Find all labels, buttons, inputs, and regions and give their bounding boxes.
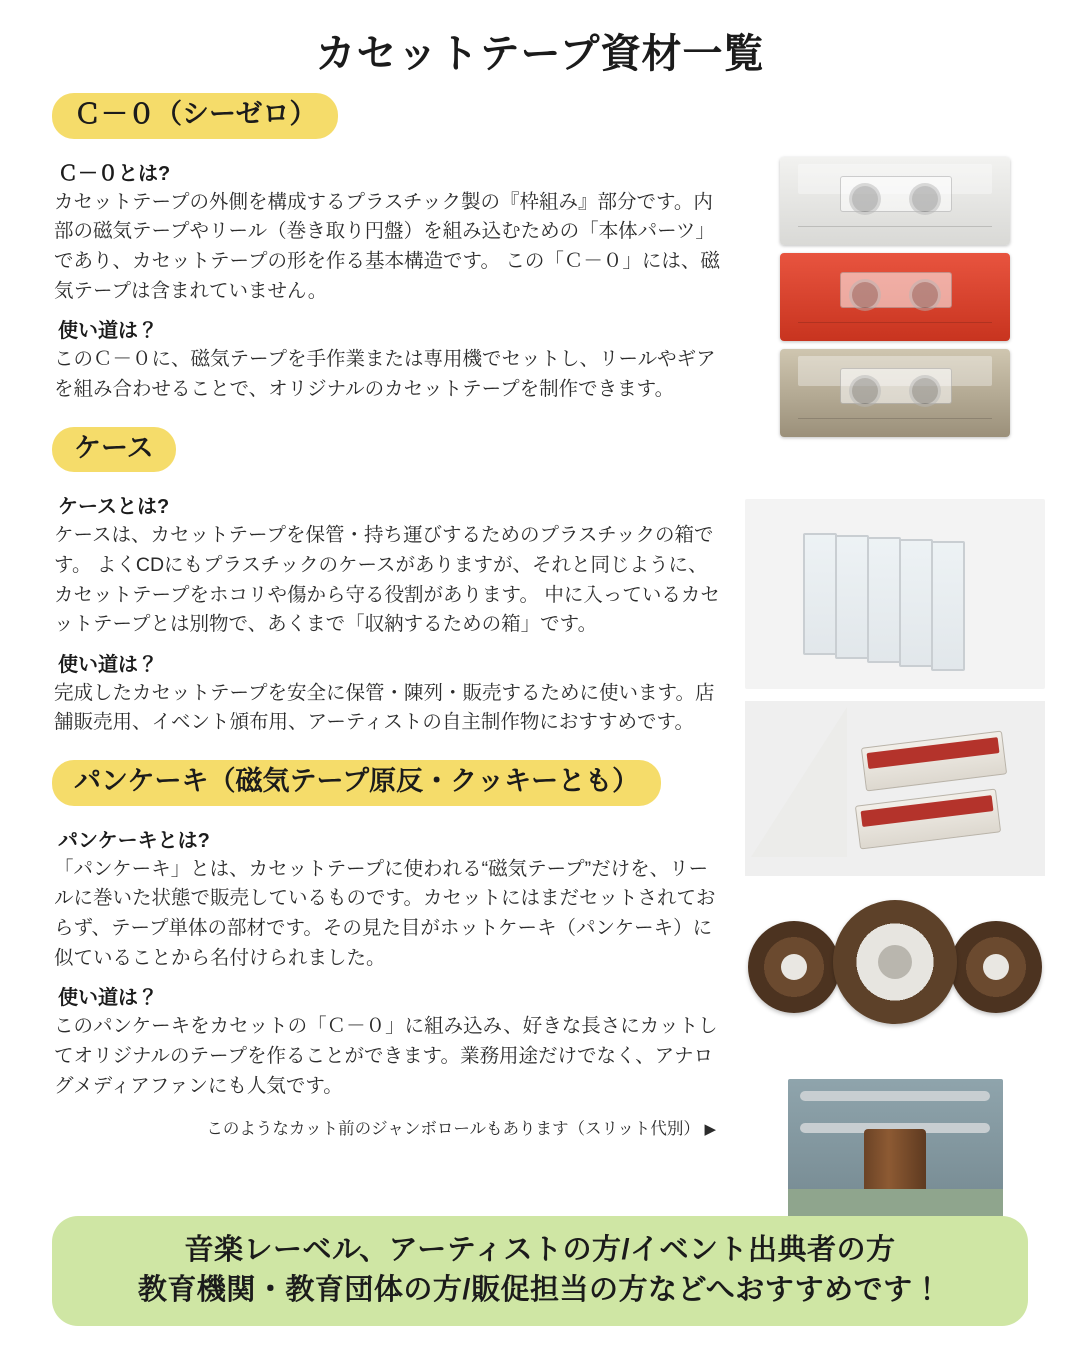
footer-line-2: 教育機関・教育団体の方/販促担当の方などへおすすめです！ [137, 1273, 943, 1306]
cassette-red-label [867, 737, 1000, 769]
paragraph-case-what: ケースは、カセットテープを保管・持ち運びするためのプラスチックの箱です。 よくCDにもプラスチックのケースがありますが、それと同じように、カセットテープをホコリや傷から守る役割があります。 中に入っているカセットテープとは別物で、あくまで「収納するための箱」です。 [54, 524, 720, 636]
section-heading-c0: Ｃ－０（シーゼロ） [52, 93, 338, 139]
triangle-right-icon: ▶ [704, 1121, 716, 1139]
reel-hub [781, 954, 807, 980]
section-heading-pancake: パンケーキ（磁気テープ原反・クッキーとも） [52, 760, 661, 806]
subheading-pancake-use: 使い道は？ [58, 987, 158, 1010]
tape-reel-left [748, 921, 840, 1013]
case-box [931, 541, 965, 671]
page-title: カセットテープ資材一覧 [315, 32, 765, 76]
cassette-white-photo [780, 157, 1010, 245]
cassette-photos-group [730, 157, 1060, 445]
tape-reel-center [833, 900, 957, 1024]
text-column [0, 79, 730, 1139]
open-case-image [745, 701, 1045, 876]
cassette-bottom-edge [798, 322, 991, 335]
open-case-photo [730, 701, 1060, 876]
case-box [867, 537, 901, 663]
paragraph-case-use: 完成したカセットテープを安全に保管・陳列・販売するために使います。店舗販売用、イベント頒布用、アーティストの自主制作物におすすめです。 [54, 681, 715, 734]
cassette-gold-photo [780, 349, 1010, 437]
tape-reel-right [950, 921, 1042, 1013]
reel-hub [983, 954, 1009, 980]
paragraph-c0-use: このＣ－０に、磁気テープを手作業または専用機でセットし、リールやギアを組み合わせることで、オリジナルのカセットテープを制作できます。 [54, 348, 716, 400]
image-column [730, 79, 1080, 1139]
reel-hub [878, 945, 912, 979]
case-box [899, 539, 933, 667]
cassette-in-case [855, 789, 1001, 850]
subheading-pancake-what: パンケーキとは? [58, 829, 210, 852]
clear-cases-image [745, 499, 1045, 689]
paragraph-pancake-what: 「パンケーキ」とは、カセットテープに使われる“磁気テープ”だけを、リールに巻いた状態で販売しているものです。カセットにはまだセットされておらず、テープ単体の部材です。その見た目がホットケーキ（パンケーキ）に似ていることから名付けられました。 [54, 857, 716, 969]
cassette-in-case [861, 731, 1007, 792]
pancake-reels-image [730, 897, 1060, 1027]
machine-roller-top [800, 1091, 989, 1101]
cassette-bottom-edge [798, 226, 991, 239]
subheading-c0-what: Ｃ－０とは? [58, 162, 171, 185]
case-box [835, 535, 869, 659]
section-heading-case: ケース [52, 427, 176, 473]
paragraph-c0-what: カセットテープの外側を構成するプラスチック製の『枠組み』部分です。内部の磁気テープやリール（巻き取り円盤）を組み込むための「本体パーツ」であり、カセットテープの形を作る基本構造です。 この「Ｃ－０」には、磁気テープは含まれていません。 [54, 190, 720, 302]
cassette-red-label [861, 795, 994, 827]
content-area [0, 79, 1080, 1139]
subheading-case-use: 使い道は？ [58, 653, 158, 676]
paragraph-pancake-use: このパンケーキをカセットの「Ｃ－０」に組み込み、好きな長さにカットしてオリジナルのテープを作ることができます。業務用途だけでなく、アナログメディアファンにも人気です。 [54, 1015, 718, 1097]
subheading-case-what: ケースとは? [58, 496, 170, 519]
jumbo-roll-caption-text: このようなカット前のジャンボロールもあります（スリット代別） [206, 1120, 700, 1139]
clear-cases-photo [730, 499, 1060, 689]
footer-line-1: 音楽レーベル、アーティストの方/イベント出典者の方 [184, 1233, 896, 1266]
cassette-bottom-edge [798, 418, 991, 431]
case-box [803, 533, 837, 655]
pancake-reels-photo [730, 897, 1060, 1027]
footer-banner [52, 1216, 1028, 1326]
subheading-c0-use: 使い道は？ [58, 320, 158, 343]
cassette-red-photo [780, 253, 1010, 341]
jumbo-roll-caption [52, 1115, 724, 1139]
case-lid [751, 707, 847, 857]
